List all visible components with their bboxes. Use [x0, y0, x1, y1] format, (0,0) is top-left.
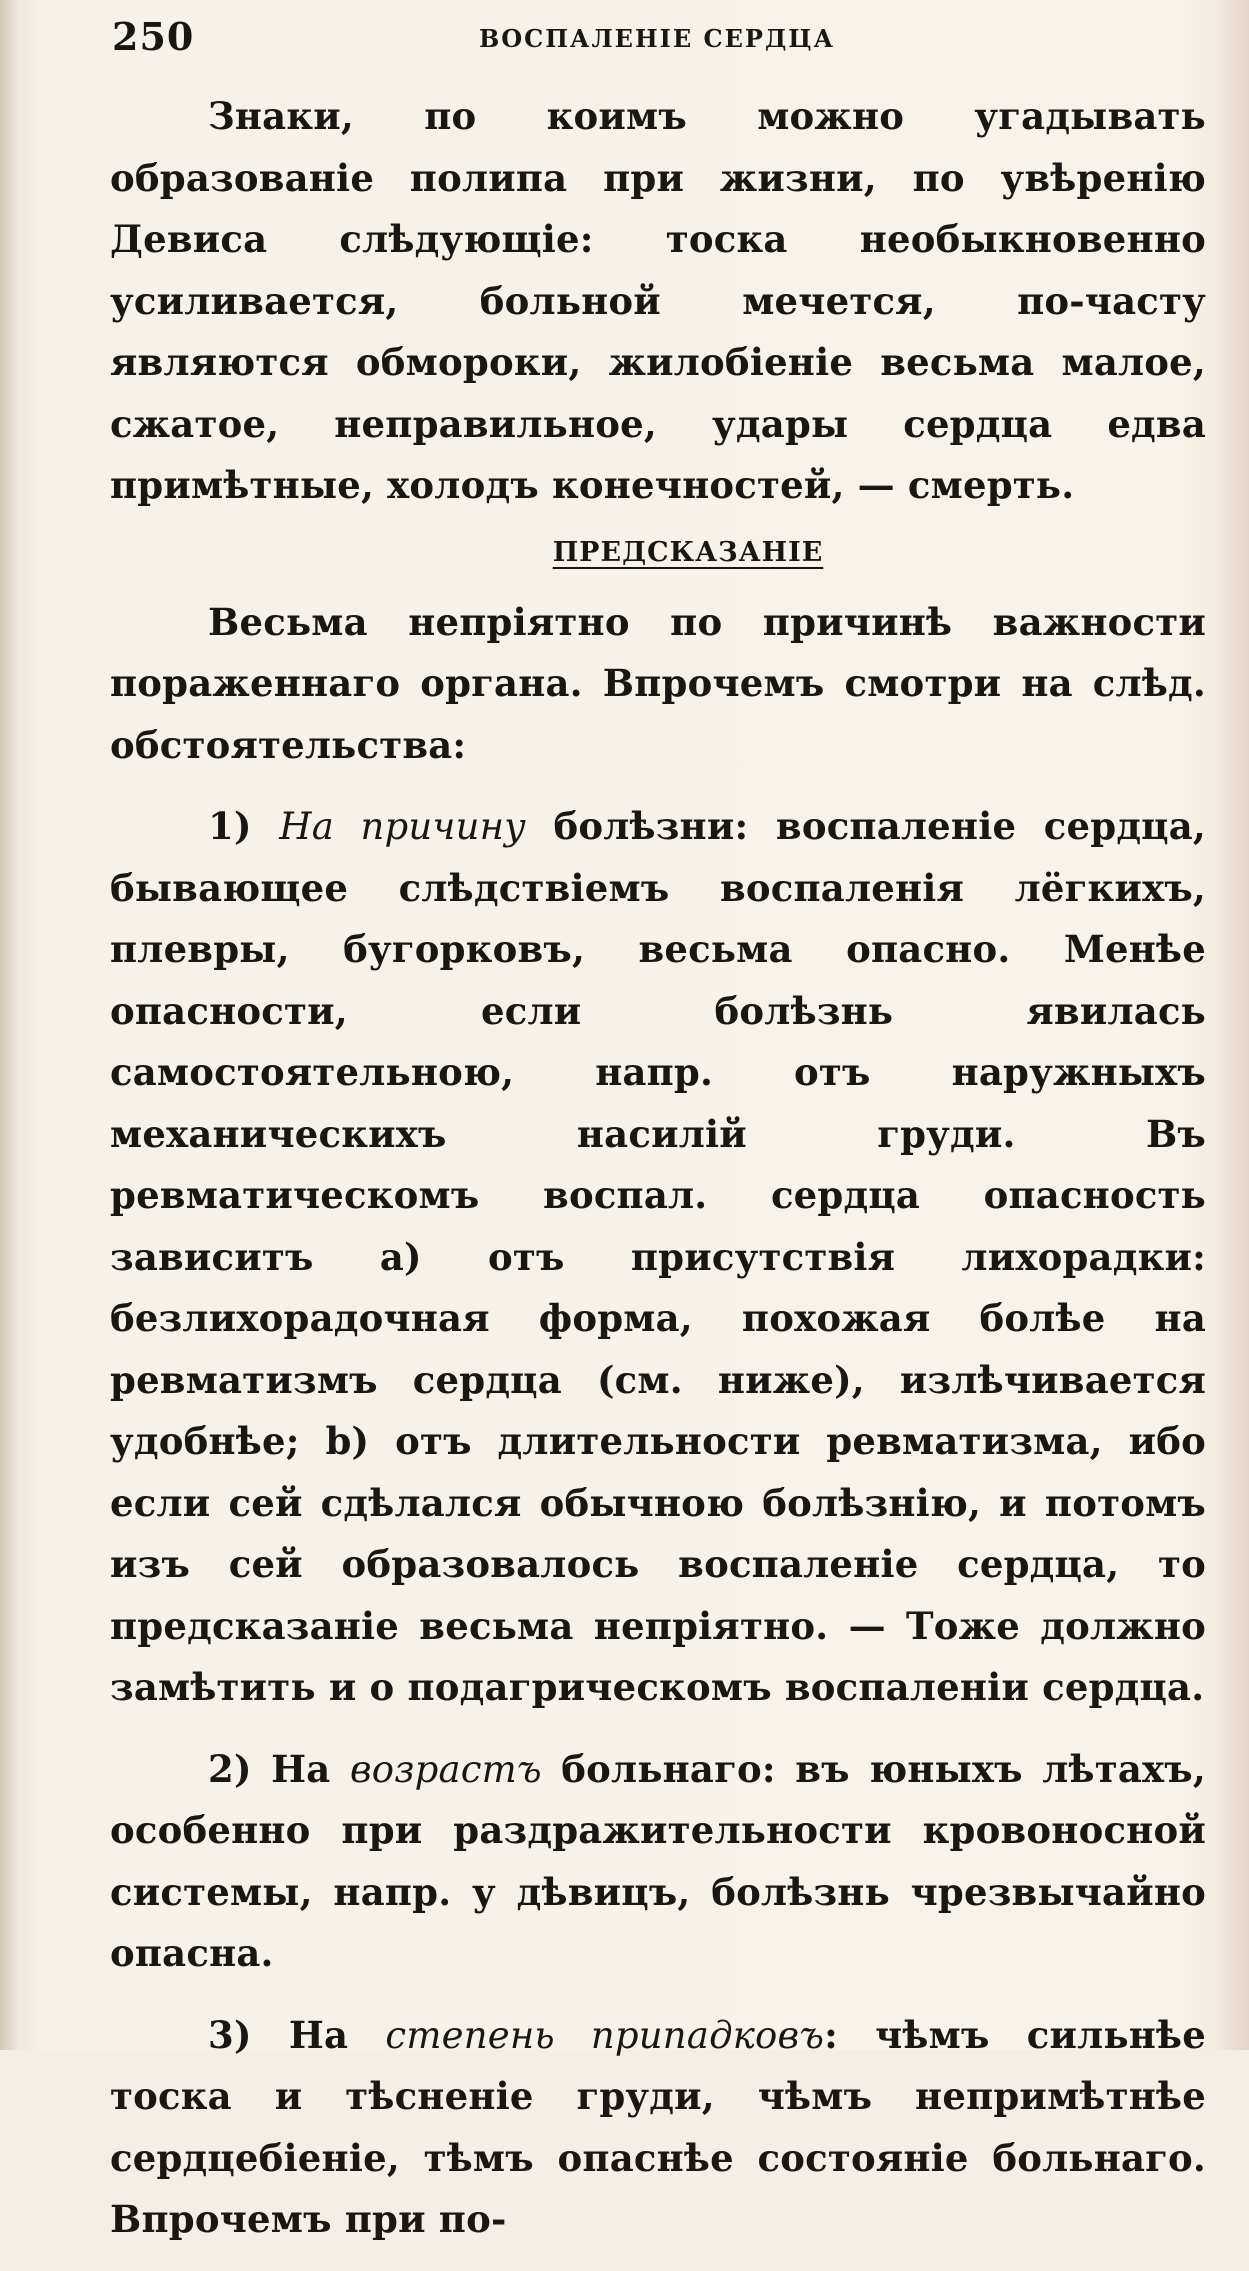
item-number: 1) — [208, 804, 252, 848]
item-number: 2) На — [208, 1746, 331, 1791]
page-number: 250 — [112, 14, 195, 59]
paragraph-text: : чѣмъ сильнѣе тоска и тѣсненіе груди, чѣмъ непримѣтнѣе сердцебіеніе, тѣмъ опаснѣе состояніе больнаго. Впрочемъ при по- — [110, 2012, 1206, 2241]
italic-term: возрастъ — [349, 1747, 542, 1791]
paragraph-cause — [110, 796, 1206, 1719]
paragraph-text: больнаго: въ юныхъ лѣтахъ, особенно при раздражительности кровоносной системы, напр. у дѣвицъ, болѣзнь чрезвычайно опасна. — [110, 1746, 1206, 1975]
page-left-edge — [0, 0, 18, 2050]
item-number: 3) На — [208, 2012, 349, 2057]
paragraph-prognosis-intro: Весьма непріятно по причинѣ важности пораженнаго органа. Впрочемъ смотри на слѣд. обстоятельства: — [110, 599, 1206, 767]
italic-term: степень припадковъ — [385, 2013, 825, 2057]
italic-term: На причину — [279, 805, 526, 848]
running-head: ВОСПАЛЕНІЕ СЕРДЦА — [478, 24, 836, 53]
paragraph-severity — [110, 2005, 1206, 2251]
page-header — [112, 14, 1202, 58]
body-text — [110, 86, 1206, 2271]
section-heading: ПРЕДСКАЗАНІЕ — [552, 536, 824, 568]
paragraph-text: болѣзни: воспаленіе сердца, бывающее слѣдствіемъ воспаленія лёгкихъ, плевры, бугорковъ, весьма опасно. Менѣе опасности, если болѣзнь явилась самостоятельною, напр. отъ наружныхъ механическихъ насилій груди. Въ ревматическомъ воспал. сердца опасность зависитъ a) отъ присутствія лихорадки: безлихорадочная форма, похожая болѣе на ревматизмъ сердца (см. ниже), излѣчивается удобнѣе; b) отъ длительности ревматизма, ибо если сей сдѣлался обычною болѣзнію, и потомъ изъ сей образовалось воспаленіе сердца, то предсказаніе весьма непріятно. — Тоже должно замѣтить и о подагрическомъ воспаленіи сердца. — [110, 804, 1206, 1709]
paragraph-polyp-signs: Знаки, по коимъ можно угадывать образованіе полипа при жизни, по увѣренію Девиса слѣдующіе: тоска необыкновенно усиливается, больной мечется, по-часту являются обмороки, жилобіеніе весьма малое, сжатое, неправильное, удары сердца едва примѣтные, холодъ конечностей, — смерть. — [110, 94, 1206, 507]
paragraph-age — [110, 1739, 1206, 1985]
page-right-edge — [1223, 0, 1249, 2050]
